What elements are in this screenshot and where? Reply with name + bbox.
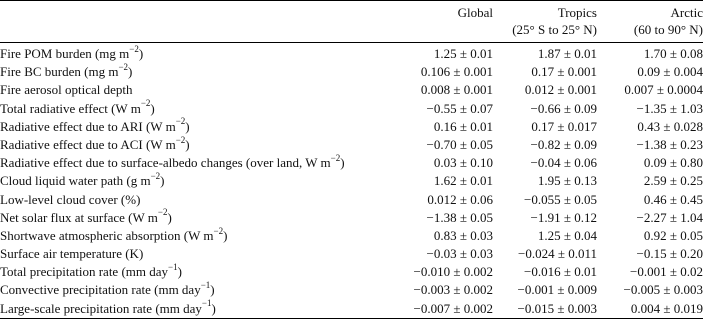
row-label-superscript: −2 [175, 134, 186, 145]
cell-tropics: 0.012 ± 0.001 [524, 82, 597, 98]
row-label-tail: ) [340, 155, 345, 171]
header-arctic-line-1: Arctic [670, 5, 703, 20]
cell-tropics: −0.66 ± 0.09 [530, 100, 597, 116]
cell-global: −0.007 ± 0.002 [413, 300, 493, 316]
row-label-superscript: −2 [118, 61, 129, 72]
row-label-tail: ) [167, 209, 172, 225]
row-label-superscript: −2 [213, 225, 224, 236]
row-label [0, 209, 172, 227]
cell-tropics: −0.82 ± 0.09 [530, 136, 597, 152]
row-label [0, 118, 190, 136]
table-row [0, 63, 703, 81]
table-row [0, 245, 703, 263]
header-global-line-1: Global [457, 5, 493, 20]
row-label-text: Total radiative effect (W m [0, 100, 141, 116]
cell-global: 0.03 ± 0.10 [433, 155, 493, 171]
row-label-tail: ) [177, 264, 182, 280]
cell-arctic: 0.92 ± 0.05 [643, 227, 703, 243]
cell-arctic: 2.59 ± 0.25 [643, 173, 703, 189]
table-row [0, 227, 703, 245]
table-row [0, 136, 703, 154]
cell-global: 0.008 ± 0.001 [420, 82, 493, 98]
row-label [0, 100, 155, 118]
cell-tropics: 1.25 ± 0.04 [537, 227, 597, 243]
row-label-superscript: −2 [140, 98, 151, 109]
header-tropics-line-1: Tropics [557, 5, 597, 20]
table-body [0, 45, 703, 318]
cell-arctic: −0.001 ± 0.02 [630, 264, 703, 280]
header-arctic [634, 4, 703, 38]
row-label-text: Fire aerosol optical depth [0, 82, 133, 98]
header-rule [0, 42, 703, 43]
cell-tropics: −0.055 ± 0.05 [524, 191, 597, 207]
table-row [0, 300, 703, 318]
header-global [458, 4, 493, 21]
row-label [0, 191, 140, 209]
row-label [0, 154, 345, 172]
cell-global: 0.83 ± 0.03 [433, 227, 493, 243]
row-label-tail: ) [211, 300, 216, 316]
cell-arctic: −0.15 ± 0.20 [636, 246, 703, 262]
table-header [0, 4, 703, 40]
row-label [0, 45, 143, 63]
cell-tropics: −0.04 ± 0.06 [530, 155, 597, 171]
table-row [0, 100, 703, 118]
cell-tropics: −0.001 ± 0.009 [517, 282, 597, 298]
row-label-superscript: −2 [157, 207, 168, 218]
cell-arctic: 1.70 ± 0.08 [643, 46, 703, 61]
row-label-superscript: −2 [330, 152, 341, 163]
cell-arctic: −0.005 ± 0.003 [623, 282, 703, 298]
row-label-text: Net solar flux at surface (W m [0, 209, 158, 225]
cell-global: −0.03 ± 0.03 [426, 246, 493, 262]
cell-arctic: 0.007 ± 0.0004 [624, 82, 703, 98]
row-label-text: Fire BC burden (mg m [0, 64, 119, 80]
row-label [0, 81, 133, 99]
table-row [0, 45, 703, 63]
row-label-text: Fire POM burden (mg m [0, 46, 130, 61]
row-label-tail: ) [185, 118, 190, 134]
row-label-tail: ) [128, 64, 133, 80]
cell-tropics: 0.17 ± 0.001 [531, 64, 597, 80]
cell-global: 0.106 ± 0.001 [420, 64, 493, 80]
cell-global: −0.010 ± 0.002 [413, 264, 493, 280]
row-label-text: Radiative effect due to surface-albedo changes (over land, W m [0, 155, 331, 171]
table-row [0, 172, 703, 190]
row-label-superscript: −2 [175, 116, 186, 127]
cell-tropics: 1.87 ± 0.01 [537, 46, 597, 61]
cell-tropics: 0.17 ± 0.017 [531, 118, 597, 134]
row-label-tail: ) [160, 173, 165, 189]
row-label [0, 300, 216, 318]
row-label-text: Surface air temperature (K) [0, 246, 144, 262]
cell-arctic: −1.38 ± 0.23 [636, 136, 703, 152]
cell-arctic: −2.27 ± 1.04 [636, 209, 703, 225]
cell-global: −1.38 ± 0.05 [426, 209, 493, 225]
row-label [0, 227, 227, 245]
row-label-text: Low-level cloud cover (%) [0, 191, 141, 207]
cell-global: 0.012 ± 0.06 [427, 191, 493, 207]
table-row [0, 191, 703, 209]
row-label [0, 281, 215, 299]
cell-arctic: −1.35 ± 1.03 [636, 100, 703, 116]
row-label-text: Total precipitation rate (mm day [0, 264, 169, 280]
header-arctic-line-2: (60 to 90° N) [633, 22, 703, 37]
table-row [0, 281, 703, 299]
row-label-superscript: −1 [200, 280, 211, 291]
cell-arctic: 0.004 ± 0.019 [630, 300, 703, 316]
row-label-text: Convective precipitation rate (mm day [0, 282, 201, 298]
row-label-superscript: −2 [129, 43, 139, 54]
top-rule [0, 0, 703, 1]
table-row [0, 118, 703, 136]
row-label-text: Large-scale precipitation rate (mm day [0, 300, 202, 316]
cell-arctic: 0.09 ± 0.004 [637, 64, 703, 80]
row-label [0, 245, 143, 263]
table-row [0, 81, 703, 99]
table-row [0, 154, 703, 172]
row-label-tail: ) [150, 100, 155, 116]
row-label-tail: ) [138, 46, 144, 61]
cell-tropics: −0.024 ± 0.011 [518, 246, 597, 262]
row-label-tail: ) [210, 282, 215, 298]
cell-global: 1.25 ± 0.01 [433, 46, 493, 61]
cell-tropics: −1.91 ± 0.12 [530, 209, 597, 225]
cell-global: 0.16 ± 0.01 [433, 118, 493, 134]
table-row [0, 209, 703, 227]
cell-arctic: 0.09 ± 0.80 [643, 155, 703, 171]
cell-arctic: 0.43 ± 0.028 [637, 118, 703, 134]
row-label [0, 172, 164, 190]
table-row [0, 263, 703, 281]
cell-tropics: 1.95 ± 0.13 [537, 173, 597, 189]
cell-global: −0.70 ± 0.05 [426, 136, 493, 152]
cell-global: −0.55 ± 0.07 [426, 100, 493, 116]
row-label [0, 136, 190, 154]
cell-global: 1.62 ± 0.01 [433, 173, 493, 189]
row-label-tail: ) [223, 227, 228, 243]
cell-tropics: −0.016 ± 0.01 [524, 264, 597, 280]
row-label-text: Cloud liquid water path (g m [0, 173, 151, 189]
row-label [0, 263, 182, 281]
row-label-text: Radiative effect due to ARI (W m [0, 118, 176, 134]
cell-tropics: −0.015 ± 0.003 [517, 300, 597, 316]
row-label-text: Radiative effect due to ACI (W m [0, 136, 176, 152]
cell-global: −0.003 ± 0.002 [413, 282, 493, 298]
row-label [0, 63, 132, 81]
row-label-text: Shortwave atmospheric absorption (W m [0, 227, 214, 243]
row-label-superscript: −1 [201, 298, 212, 309]
header-tropics-line-2: (25° S to 25° N) [512, 22, 597, 37]
row-label-superscript: −1 [168, 261, 178, 272]
cell-arctic: 0.46 ± 0.45 [643, 191, 703, 207]
row-label-tail: ) [185, 136, 190, 152]
row-label-superscript: −2 [150, 170, 161, 181]
header-tropics [512, 4, 597, 38]
